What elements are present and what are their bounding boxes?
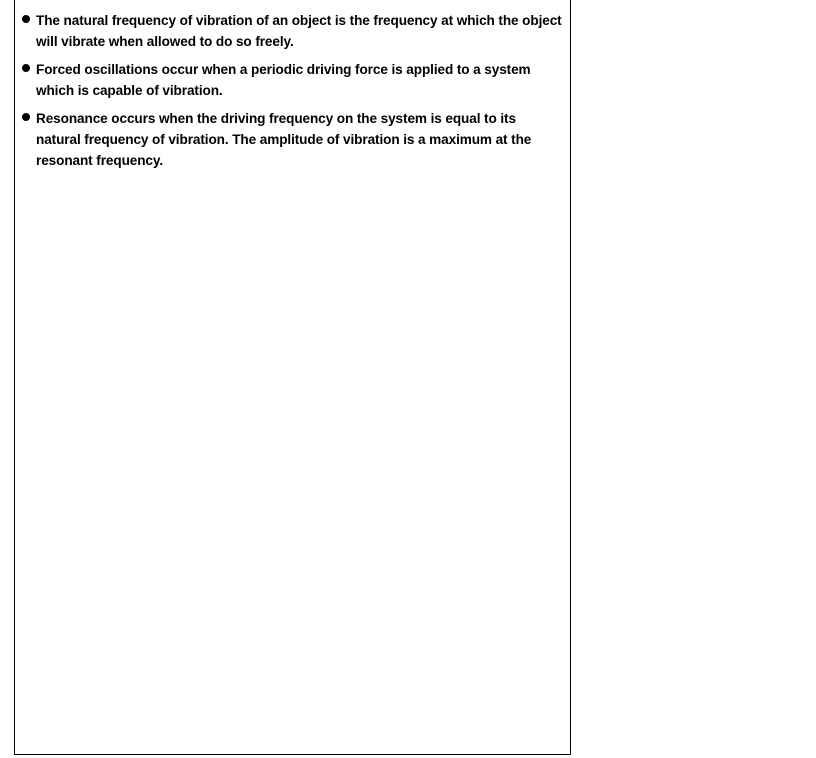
bullet-dot-icon [22,113,30,121]
bullet-dot-icon [22,64,30,72]
bullet-dot-icon [22,15,30,23]
bullet-item [22,10,562,52]
bullet-text: The natural frequency of vibration of an object is the frequency at which the object will vibrate when allowed to do so freely. [36,13,562,49]
document-page [14,0,571,755]
bullet-text: Resonance occurs when the driving frequency on the system is equal to its natural frequency of vibration. The amplitude of vibration is a maximum at the resonant frequency. [36,111,532,168]
bullet-item [22,108,562,171]
bullet-item [22,59,562,101]
bullet-text: Forced oscillations occur when a periodic driving force is applied to a system which is capable of vibration. [36,62,531,98]
bullet-list [22,10,562,178]
